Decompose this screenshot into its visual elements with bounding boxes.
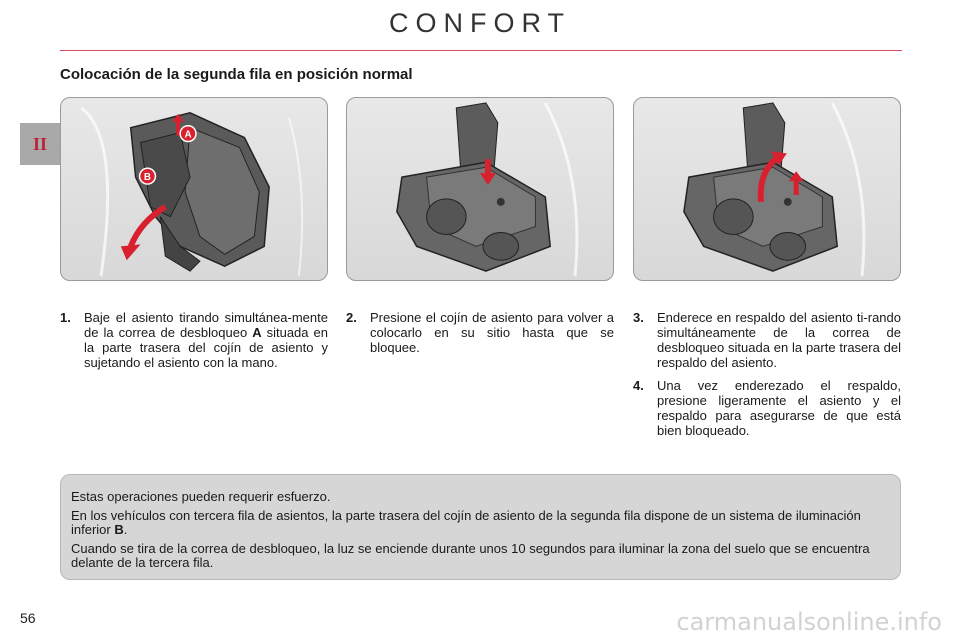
section-heading: Colocación de la segunda fila en posición normal xyxy=(60,66,413,83)
step-text: Una vez enderezado el respaldo, presione ligeramente el asiento y el respaldo para asegurarse de que está bien bloqueado. xyxy=(657,378,901,438)
step-3 xyxy=(633,310,901,370)
seat-folded-drawing xyxy=(61,98,327,280)
label-a: A xyxy=(184,129,192,141)
step-number: 2. xyxy=(346,310,357,325)
step-2 xyxy=(346,310,614,355)
step-4 xyxy=(633,378,901,438)
backrest-upright-drawing xyxy=(634,98,900,280)
note-paragraph-2 xyxy=(71,509,890,537)
step-1 xyxy=(60,310,328,370)
step-number: 4. xyxy=(633,378,644,393)
step-text: Presione el cojín de asiento para volver a colocarlo en su sitio hasta que se bloquee. xyxy=(370,310,614,355)
note-paragraph-3: Cuando se tira de la correa de desbloqueo, la luz se enciende durante unos 10 segundos para iluminar la zona del suelo que se encuentra delante de la tercera fila. xyxy=(71,541,870,570)
step-text: Enderece en respaldo del asiento ti-rando simultáneamente de la correa de desbloqueo situada en la parte trasera del respaldo del asiento. xyxy=(657,310,901,370)
note-box xyxy=(60,474,901,580)
label-b: B xyxy=(143,172,152,184)
seat-cushion-drawing xyxy=(347,98,613,280)
step-text: situada en la parte trasera del cojín de asiento y sujetando el asiento con la mano. xyxy=(84,325,328,370)
steps-column-2 xyxy=(346,310,614,363)
illustration-backrest-upright xyxy=(633,97,901,281)
step-number: 3. xyxy=(633,310,644,325)
title-divider xyxy=(60,50,902,51)
page-title: CONFORT xyxy=(389,8,571,38)
steps-column-1 xyxy=(60,310,328,378)
note-paragraph-1: Estas operaciones pueden requerir esfuerzo. xyxy=(71,489,331,504)
note-text: . xyxy=(123,522,128,537)
page-number: 56 xyxy=(20,610,36,626)
step-number: 1. xyxy=(60,310,71,325)
steps-column-3 xyxy=(633,310,901,446)
illustration-seat-folded xyxy=(60,97,328,281)
watermark: carmanualsonline.info xyxy=(676,608,942,636)
chapter-tab: II xyxy=(20,123,60,165)
note-label-b: B xyxy=(114,522,124,537)
step-label-a: A xyxy=(252,325,262,340)
illustration-seat-cushion-press xyxy=(346,97,614,281)
step-text: Baje el asiento tirando simultánea-mente de la correa de desbloqueo xyxy=(84,310,328,340)
note-text: En los vehículos con tercera fila de asientos, la parte trasera del cojín de asiento de la segunda fila dispone de un sistema de iluminación inferior xyxy=(71,508,861,537)
